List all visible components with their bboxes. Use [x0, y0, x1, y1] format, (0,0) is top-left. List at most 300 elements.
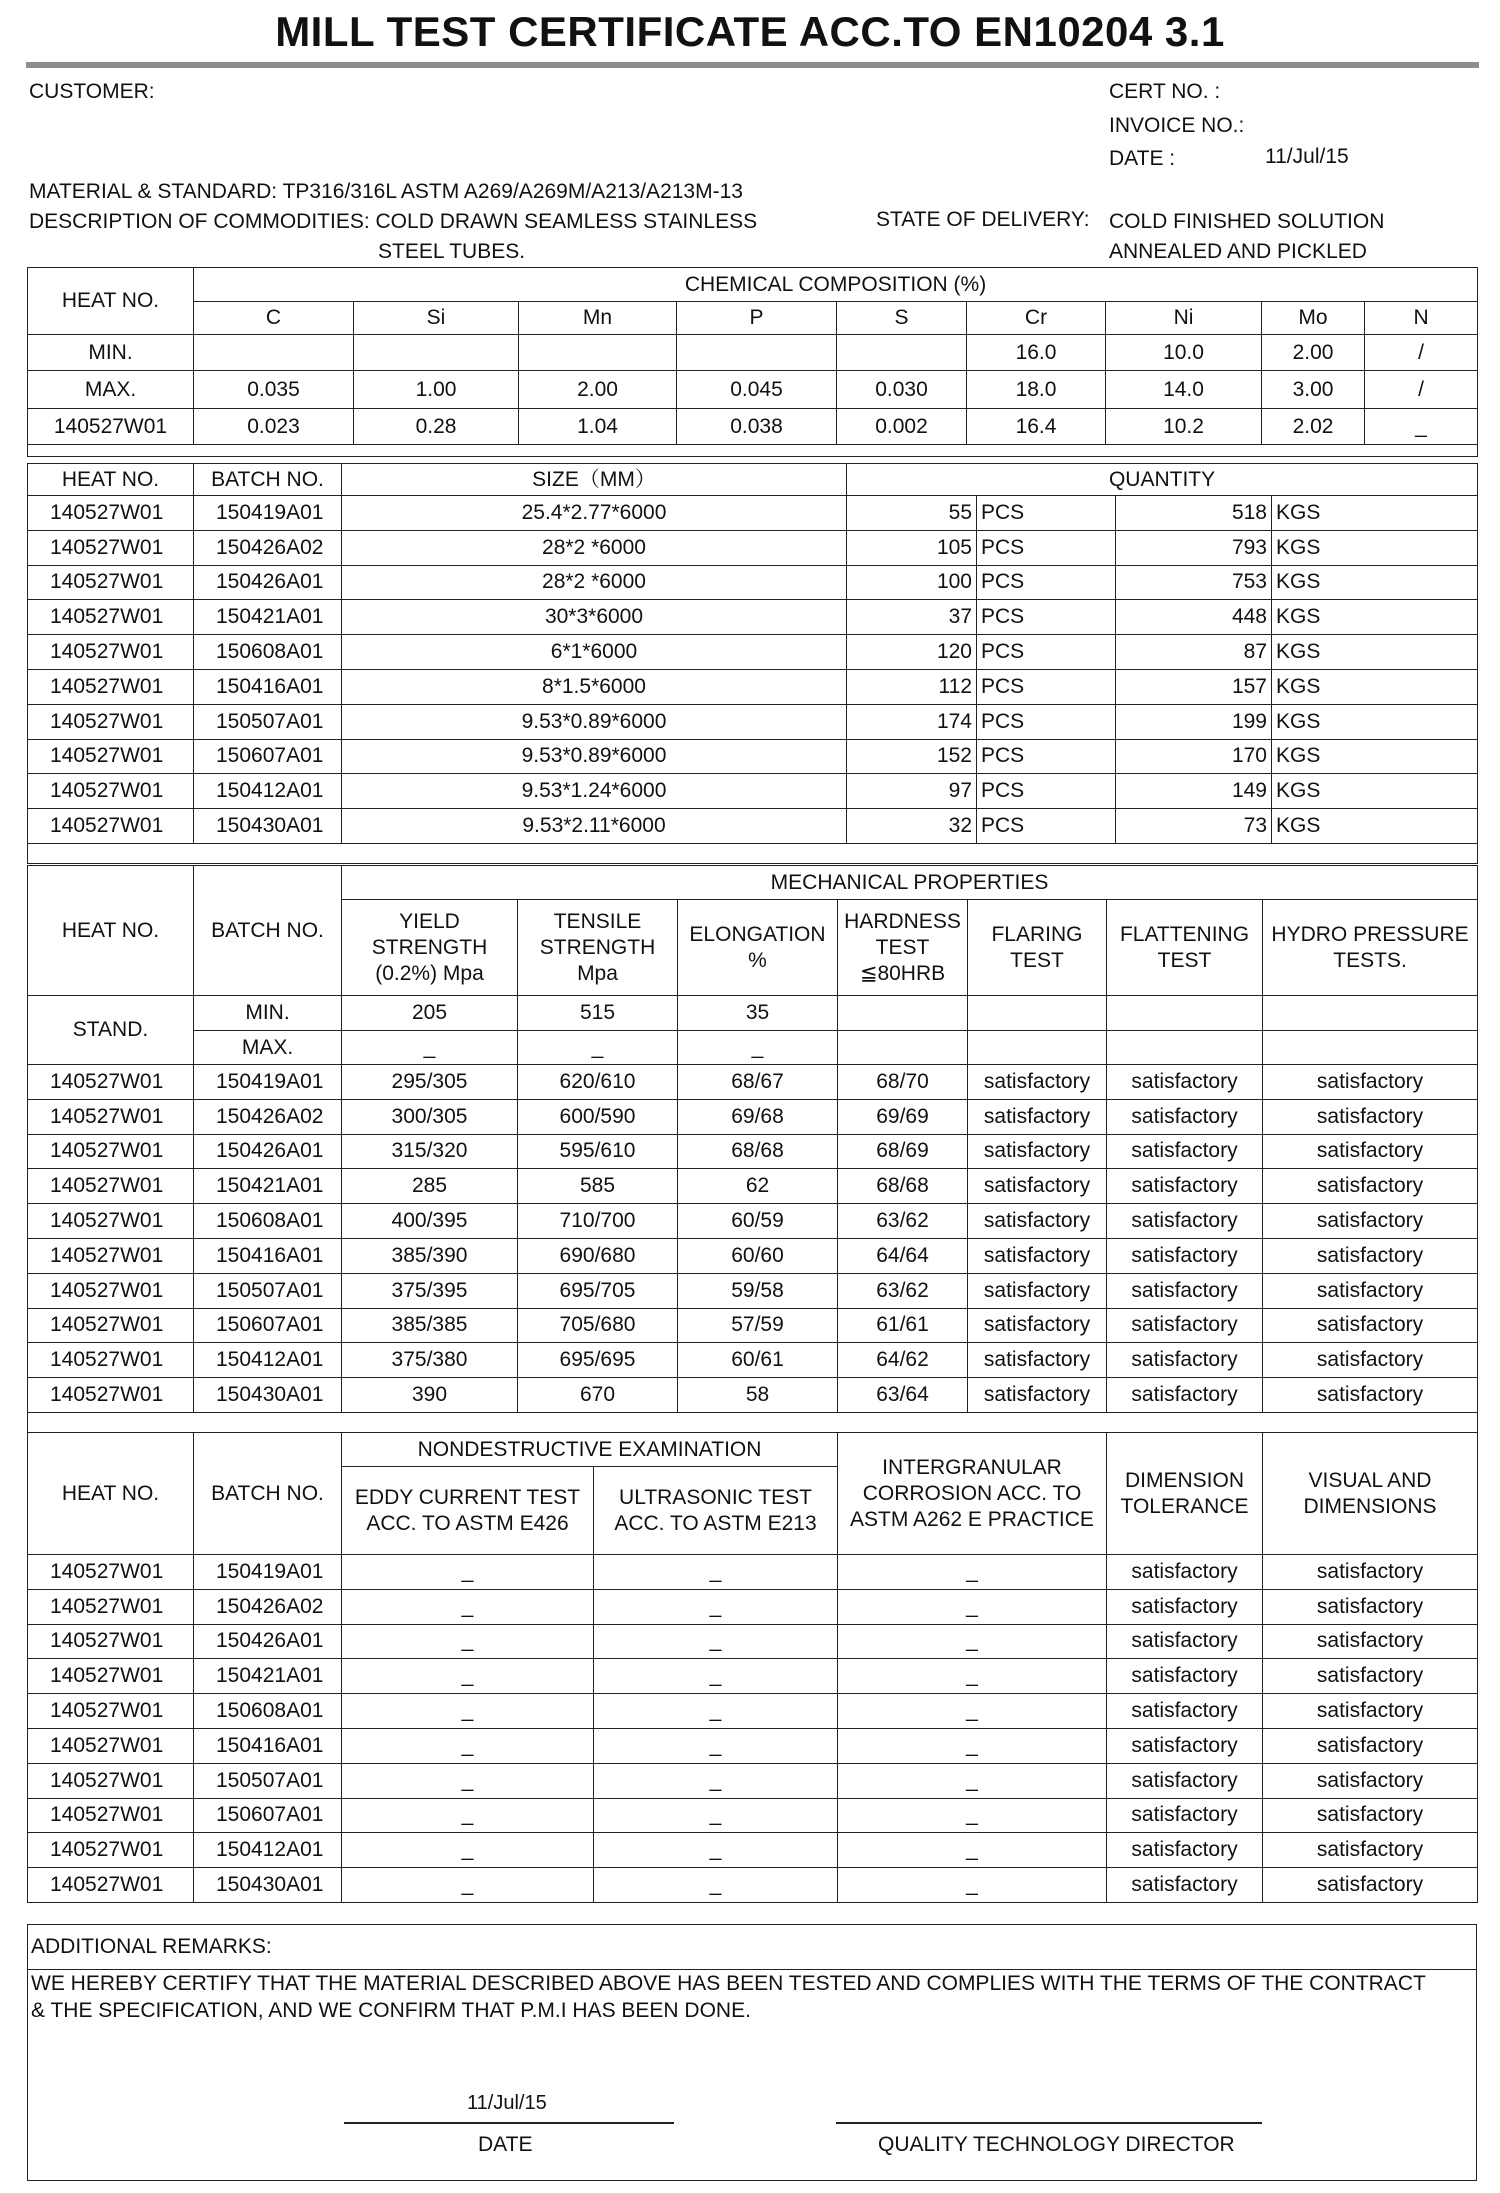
ndt-row	[28, 1728, 1478, 1763]
element-header: Mo	[1262, 302, 1365, 335]
ndt-batch-cell: 150607A01	[194, 1798, 342, 1833]
kgs-unit-cell: KGS	[1272, 809, 1478, 844]
igc-cell: _	[838, 1589, 1107, 1624]
section-separator	[28, 843, 1478, 863]
chem-cell: /	[1365, 371, 1478, 409]
yield-cell: 375/395	[342, 1273, 518, 1308]
size-row	[28, 530, 1478, 565]
elongation-header: ELONGATION %	[678, 900, 838, 996]
mech-heat-cell: 140527W01	[28, 1273, 194, 1308]
stand-max-elong: _	[678, 1031, 838, 1065]
size-heat-header: HEAT NO.	[28, 464, 194, 496]
size-dimension-cell: 30*3*6000	[342, 600, 847, 635]
ndt-batch-cell: 150419A01	[194, 1555, 342, 1590]
stand-max-yield: _	[342, 1031, 518, 1065]
chem-cell: 0.023	[194, 409, 354, 445]
kgs-unit-cell: KGS	[1272, 669, 1478, 704]
stand-max-tensile: _	[518, 1031, 678, 1065]
mech-heat-cell: 140527W01	[28, 1378, 194, 1413]
mech-batch-cell: 150608A01	[194, 1204, 342, 1239]
hardness-cell: 69/69	[838, 1099, 968, 1134]
flattening-cell: satisfactory	[1107, 1238, 1263, 1273]
mech-batch-cell: 150430A01	[194, 1378, 342, 1413]
intergranular-corrosion-header: INTERGRANULAR CORROSION ACC. TO ASTM A262 E PRACTICE	[838, 1433, 1107, 1555]
hardness-header: HARDNESS TEST ≦80HRB	[838, 900, 968, 996]
kgs-weight-cell: 87	[1116, 635, 1272, 670]
tensile-strength-header: TENSILE STRENGTH Mpa	[518, 900, 678, 996]
element-header: Mn	[519, 302, 677, 335]
visual-cell: satisfactory	[1263, 1868, 1478, 1903]
eddy-cell: _	[342, 1555, 594, 1590]
kgs-unit-cell: KGS	[1272, 739, 1478, 774]
eddy-cell: _	[342, 1589, 594, 1624]
tensile-cell: 585	[518, 1169, 678, 1204]
igc-cell: _	[838, 1728, 1107, 1763]
size-heat-cell: 140527W01	[28, 530, 194, 565]
dimension-tolerance-header: DIMENSION TOLERANCE	[1107, 1433, 1263, 1555]
size-batch-cell: 150412A01	[194, 774, 342, 809]
size-heat-cell: 140527W01	[28, 704, 194, 739]
mech-batch-cell: 150607A01	[194, 1308, 342, 1343]
signature-date-label: DATE	[478, 2133, 533, 2156]
chem-cell	[194, 335, 354, 371]
hardness-cell: 61/61	[838, 1308, 968, 1343]
size-batch-cell: 150426A01	[194, 565, 342, 600]
flattening-header: FLATTENING TEST	[1107, 900, 1263, 996]
flaring-cell: satisfactory	[968, 1343, 1107, 1378]
chem-cell: 14.0	[1106, 371, 1262, 409]
chem-cell: 0.002	[837, 409, 967, 445]
ndt-heat-header: HEAT NO.	[28, 1433, 194, 1555]
empty-cell	[968, 996, 1107, 1031]
chem-cell: 0.035	[194, 371, 354, 409]
flaring-cell: satisfactory	[968, 1273, 1107, 1308]
kgs-weight-cell: 149	[1116, 774, 1272, 809]
mech-heat-cell: 140527W01	[28, 1065, 194, 1100]
stand-min-tensile: 515	[518, 996, 678, 1031]
dimension-cell: satisfactory	[1107, 1694, 1263, 1729]
ndt-batch-cell: 150426A01	[194, 1624, 342, 1659]
size-batch-cell: 150608A01	[194, 635, 342, 670]
yield-cell: 375/380	[342, 1343, 518, 1378]
chem-cell: 16.0	[967, 335, 1106, 371]
dimension-cell: satisfactory	[1107, 1798, 1263, 1833]
tensile-cell: 690/680	[518, 1238, 678, 1273]
chem-cell	[354, 335, 519, 371]
chem-row-label: MIN.	[28, 335, 194, 371]
mech-row	[28, 1343, 1478, 1378]
empty-cell	[968, 1031, 1107, 1065]
flattening-cell: satisfactory	[1107, 1169, 1263, 1204]
flaring-cell: satisfactory	[968, 1204, 1107, 1239]
empty-cell	[1263, 996, 1478, 1031]
mech-row	[28, 1378, 1478, 1413]
pcs-unit-cell: PCS	[977, 774, 1116, 809]
ndt-heat-cell: 140527W01	[28, 1833, 194, 1868]
mech-row	[28, 1065, 1478, 1100]
yield-cell: 295/305	[342, 1065, 518, 1100]
size-batch-cell: 150421A01	[194, 600, 342, 635]
hardness-cell: 63/64	[838, 1378, 968, 1413]
stand-max-label: MAX.	[194, 1031, 342, 1065]
chem-cell: _	[1365, 409, 1478, 445]
mech-heat-cell: 140527W01	[28, 1238, 194, 1273]
ndt-row	[28, 1624, 1478, 1659]
kgs-unit-cell: KGS	[1272, 496, 1478, 531]
ndt-row	[28, 1694, 1478, 1729]
flattening-cell: satisfactory	[1107, 1065, 1263, 1100]
pcs-unit-cell: PCS	[977, 496, 1116, 531]
size-dimension-cell: 28*2 *6000	[342, 565, 847, 600]
ndt-row	[28, 1833, 1478, 1868]
dimension-cell: satisfactory	[1107, 1589, 1263, 1624]
flattening-cell: satisfactory	[1107, 1378, 1263, 1413]
visual-cell: satisfactory	[1263, 1555, 1478, 1590]
pcs-count-cell: 32	[847, 809, 977, 844]
size-batch-cell: 150607A01	[194, 739, 342, 774]
elongation-cell: 59/58	[678, 1273, 838, 1308]
ndt-heat-cell: 140527W01	[28, 1728, 194, 1763]
yield-cell: 400/395	[342, 1204, 518, 1239]
eddy-cell: _	[342, 1763, 594, 1798]
chem-row-min	[28, 335, 1478, 371]
size-heat-cell: 140527W01	[28, 809, 194, 844]
pcs-count-cell: 97	[847, 774, 977, 809]
kgs-weight-cell: 793	[1116, 530, 1272, 565]
hardness-cell: 68/70	[838, 1065, 968, 1100]
size-heat-cell: 140527W01	[28, 669, 194, 704]
size-dimension-cell: 9.53*0.89*6000	[342, 704, 847, 739]
size-dimension-cell: 9.53*0.89*6000	[342, 739, 847, 774]
ndt-heat-cell: 140527W01	[28, 1694, 194, 1729]
ndt-heat-cell: 140527W01	[28, 1589, 194, 1624]
mech-heat-cell: 140527W01	[28, 1343, 194, 1378]
pcs-unit-cell: PCS	[977, 565, 1116, 600]
visual-cell: satisfactory	[1263, 1694, 1478, 1729]
size-heat-cell: 140527W01	[28, 635, 194, 670]
visual-cell: satisfactory	[1263, 1624, 1478, 1659]
mech-title: MECHANICAL PROPERTIES	[342, 866, 1478, 900]
mech-heat-cell: 140527W01	[28, 1099, 194, 1134]
dimension-cell: satisfactory	[1107, 1868, 1263, 1903]
pcs-unit-cell: PCS	[977, 530, 1116, 565]
mech-batch-cell: 150426A02	[194, 1099, 342, 1134]
size-batch-cell: 150426A02	[194, 530, 342, 565]
hydro-cell: satisfactory	[1263, 1099, 1478, 1134]
ndt-row	[28, 1868, 1478, 1903]
flaring-cell: satisfactory	[968, 1308, 1107, 1343]
ndt-row	[28, 1659, 1478, 1694]
mech-heat-cell: 140527W01	[28, 1134, 194, 1169]
ndt-title: NONDESTRUCTIVE EXAMINATION	[342, 1433, 838, 1467]
ultrasonic-cell: _	[594, 1833, 838, 1868]
element-header: C	[194, 302, 354, 335]
ndt-row	[28, 1555, 1478, 1590]
chem-cell	[677, 335, 837, 371]
kgs-unit-cell: KGS	[1272, 600, 1478, 635]
ndt-batch-cell: 150608A01	[194, 1694, 342, 1729]
hydro-cell: satisfactory	[1263, 1378, 1478, 1413]
flattening-cell: satisfactory	[1107, 1204, 1263, 1239]
description-line-1: DESCRIPTION OF COMMODITIES: COLD DRAWN SEAMLESS STAINLESS	[29, 210, 758, 233]
igc-cell: _	[838, 1798, 1107, 1833]
size-row	[28, 809, 1478, 844]
flattening-cell: satisfactory	[1107, 1343, 1263, 1378]
flaring-cell: satisfactory	[968, 1065, 1107, 1100]
tensile-cell: 705/680	[518, 1308, 678, 1343]
material-standard: MATERIAL & STANDARD: TP316/316L ASTM A269/A269M/A213/A213M-13	[29, 180, 743, 203]
ultrasonic-cell: _	[594, 1763, 838, 1798]
dimension-cell: satisfactory	[1107, 1763, 1263, 1798]
dimension-cell: satisfactory	[1107, 1624, 1263, 1659]
chem-cell: 0.038	[677, 409, 837, 445]
pcs-count-cell: 152	[847, 739, 977, 774]
size-row	[28, 704, 1478, 739]
chem-title: CHEMICAL COMPOSITION (%)	[194, 268, 1478, 302]
stand-min-yield: 205	[342, 996, 518, 1031]
ndt-batch-cell: 150507A01	[194, 1763, 342, 1798]
yield-cell: 300/305	[342, 1099, 518, 1134]
ultrasonic-cell: _	[594, 1694, 838, 1729]
chem-cell: 0.28	[354, 409, 519, 445]
pcs-unit-cell: PCS	[977, 635, 1116, 670]
certificate-title: MILL TEST CERTIFICATE ACC.TO EN10204 3.1	[275, 8, 1225, 55]
eddy-cell: _	[342, 1659, 594, 1694]
chem-cell: 10.2	[1106, 409, 1262, 445]
chemical-composition-table	[27, 267, 1478, 457]
yield-cell: 385/385	[342, 1308, 518, 1343]
igc-cell: _	[838, 1555, 1107, 1590]
tensile-cell: 620/610	[518, 1065, 678, 1100]
size-row	[28, 774, 1478, 809]
elongation-cell: 68/67	[678, 1065, 838, 1100]
empty-cell	[1263, 1031, 1478, 1065]
size-dimension-cell: 9.53*2.11*6000	[342, 809, 847, 844]
igc-cell: _	[838, 1833, 1107, 1868]
size-heat-cell: 140527W01	[28, 600, 194, 635]
igc-cell: _	[838, 1694, 1107, 1729]
ndt-batch-cell: 150416A01	[194, 1728, 342, 1763]
eddy-cell: _	[342, 1833, 594, 1868]
eddy-cell: _	[342, 1798, 594, 1833]
tensile-cell: 695/695	[518, 1343, 678, 1378]
yield-cell: 385/390	[342, 1238, 518, 1273]
remarks-line-1: WE HEREBY CERTIFY THAT THE MATERIAL DESCRIBED ABOVE HAS BEEN TESTED AND COMPLIES WITH THE TERMS OF THE CONTRACT	[31, 1972, 1426, 1995]
size-batch-cell: 150507A01	[194, 704, 342, 739]
tensile-cell: 670	[518, 1378, 678, 1413]
size-row	[28, 600, 1478, 635]
chem-cell: /	[1365, 335, 1478, 371]
visual-cell: satisfactory	[1263, 1659, 1478, 1694]
mech-batch-header: BATCH NO.	[194, 866, 342, 996]
pcs-unit-cell: PCS	[977, 704, 1116, 739]
size-batch-cell: 150419A01	[194, 496, 342, 531]
flaring-cell: satisfactory	[968, 1134, 1107, 1169]
ndt-heat-cell: 140527W01	[28, 1798, 194, 1833]
visual-cell: satisfactory	[1263, 1833, 1478, 1868]
yield-cell: 285	[342, 1169, 518, 1204]
elongation-cell: 69/68	[678, 1099, 838, 1134]
ndt-heat-cell: 140527W01	[28, 1624, 194, 1659]
pcs-unit-cell: PCS	[977, 739, 1116, 774]
chem-row-label: MAX.	[28, 371, 194, 409]
mech-heat-cell: 140527W01	[28, 1204, 194, 1239]
pcs-count-cell: 100	[847, 565, 977, 600]
hardness-cell: 68/68	[838, 1169, 968, 1204]
ultrasonic-header: ULTRASONIC TEST ACC. TO ASTM E213	[594, 1467, 838, 1555]
section-separator	[28, 445, 1478, 457]
size-heat-cell: 140527W01	[28, 739, 194, 774]
date-label: DATE :	[1109, 147, 1176, 170]
tensile-cell: 600/590	[518, 1099, 678, 1134]
igc-cell: _	[838, 1659, 1107, 1694]
igc-cell: _	[838, 1763, 1107, 1798]
mech-batch-cell: 150419A01	[194, 1065, 342, 1100]
element-header: Cr	[967, 302, 1106, 335]
hardness-cell: 68/69	[838, 1134, 968, 1169]
invoice-no-label: INVOICE NO.:	[1109, 114, 1245, 137]
pcs-count-cell: 112	[847, 669, 977, 704]
eddy-cell: _	[342, 1868, 594, 1903]
ndt-heat-cell: 140527W01	[28, 1659, 194, 1694]
chem-cell: 3.00	[1262, 371, 1365, 409]
size-heat-cell: 140527W01	[28, 565, 194, 600]
chem-row-label: 140527W01	[28, 409, 194, 445]
mech-heat-header: HEAT NO.	[28, 866, 194, 996]
hardness-cell: 64/64	[838, 1238, 968, 1273]
eddy-cell: _	[342, 1624, 594, 1659]
chem-cell: 2.02	[1262, 409, 1365, 445]
mech-row	[28, 1238, 1478, 1273]
hydro-pressure-header: HYDRO PRESSURE TESTS.	[1263, 900, 1478, 996]
director-signature-line	[836, 2122, 1262, 2124]
ndt-row	[28, 1589, 1478, 1624]
mech-batch-cell: 150416A01	[194, 1238, 342, 1273]
ndt-heat-cell: 140527W01	[28, 1868, 194, 1903]
elongation-cell: 60/59	[678, 1204, 838, 1239]
ndt-heat-cell: 140527W01	[28, 1555, 194, 1590]
kgs-weight-cell: 448	[1116, 600, 1272, 635]
hydro-cell: satisfactory	[1263, 1065, 1478, 1100]
ndt-row	[28, 1763, 1478, 1798]
remarks-line-2: & THE SPECIFICATION, AND WE CONFIRM THAT P.M.I HAS BEEN DONE.	[31, 1999, 751, 2022]
hydro-cell: satisfactory	[1263, 1204, 1478, 1239]
pcs-count-cell: 37	[847, 600, 977, 635]
element-header: S	[837, 302, 967, 335]
date-signature-line	[344, 2122, 674, 2124]
kgs-weight-cell: 199	[1116, 704, 1272, 739]
ndt-batch-cell: 150430A01	[194, 1868, 342, 1903]
dimension-cell: satisfactory	[1107, 1659, 1263, 1694]
stand-label: STAND.	[28, 996, 194, 1065]
hardness-cell: 63/62	[838, 1273, 968, 1308]
igc-cell: _	[838, 1868, 1107, 1903]
flaring-cell: satisfactory	[968, 1378, 1107, 1413]
kgs-unit-cell: KGS	[1272, 635, 1478, 670]
customer-label: CUSTOMER:	[29, 80, 155, 103]
elongation-cell: 60/60	[678, 1238, 838, 1273]
quantity-header: QUANTITY	[847, 464, 1478, 496]
director-label: QUALITY TECHNOLOGY DIRECTOR	[878, 2133, 1235, 2156]
ndt-table	[27, 1432, 1478, 1903]
mech-heat-cell: 140527W01	[28, 1308, 194, 1343]
size-batch-cell: 150430A01	[194, 809, 342, 844]
ndt-batch-cell: 150421A01	[194, 1659, 342, 1694]
pcs-unit-cell: PCS	[977, 600, 1116, 635]
size-batch-cell: 150416A01	[194, 669, 342, 704]
dimension-cell: satisfactory	[1107, 1555, 1263, 1590]
size-batch-header: BATCH NO.	[194, 464, 342, 496]
remarks-label: ADDITIONAL REMARKS:	[31, 1935, 272, 1958]
size-quantity-table	[27, 463, 1478, 864]
kgs-weight-cell: 753	[1116, 565, 1272, 600]
hardness-cell: 64/62	[838, 1343, 968, 1378]
hardness-cell: 63/62	[838, 1204, 968, 1239]
pcs-unit-cell: PCS	[977, 669, 1116, 704]
stand-min-label: MIN.	[194, 996, 342, 1031]
chem-cell: 2.00	[519, 371, 677, 409]
flaring-header: FLARING TEST	[968, 900, 1107, 996]
empty-cell	[838, 1031, 968, 1065]
flattening-cell: satisfactory	[1107, 1099, 1263, 1134]
element-header: Ni	[1106, 302, 1262, 335]
visual-cell: satisfactory	[1263, 1763, 1478, 1798]
elongation-cell: 58	[678, 1378, 838, 1413]
igc-cell: _	[838, 1624, 1107, 1659]
chem-cell: 2.00	[1262, 335, 1365, 371]
delivery-line-1: COLD FINISHED SOLUTION	[1109, 210, 1385, 233]
size-dimension-cell: 8*1.5*6000	[342, 669, 847, 704]
yield-cell: 315/320	[342, 1134, 518, 1169]
chem-row-max	[28, 371, 1478, 409]
elongation-cell: 60/61	[678, 1343, 838, 1378]
mech-batch-cell: 150426A01	[194, 1134, 342, 1169]
size-dimension-cell: 6*1*6000	[342, 635, 847, 670]
signature-date-value: 11/Jul/15	[467, 2092, 547, 2114]
hydro-cell: satisfactory	[1263, 1238, 1478, 1273]
flaring-cell: satisfactory	[968, 1169, 1107, 1204]
mech-row	[28, 1134, 1478, 1169]
pcs-count-cell: 55	[847, 496, 977, 531]
dimension-cell: satisfactory	[1107, 1728, 1263, 1763]
ndt-batch-header: BATCH NO.	[194, 1433, 342, 1555]
mech-row	[28, 1204, 1478, 1239]
ultrasonic-cell: _	[594, 1728, 838, 1763]
size-dimension-cell: 25.4*2.77*6000	[342, 496, 847, 531]
yield-cell: 390	[342, 1378, 518, 1413]
chem-cell	[519, 335, 677, 371]
hydro-cell: satisfactory	[1263, 1343, 1478, 1378]
chem-cell: 0.030	[837, 371, 967, 409]
size-dimension-cell: 28*2 *6000	[342, 530, 847, 565]
flaring-cell: satisfactory	[968, 1099, 1107, 1134]
kgs-unit-cell: KGS	[1272, 530, 1478, 565]
mech-batch-cell: 150421A01	[194, 1169, 342, 1204]
eddy-current-header: EDDY CURRENT TEST ACC. TO ASTM E426	[342, 1467, 594, 1555]
size-dimension-cell: 9.53*1.24*6000	[342, 774, 847, 809]
yield-strength-header: YIELD STRENGTH (0.2%) Mpa	[342, 900, 518, 996]
size-header: SIZE（MM）	[342, 464, 847, 496]
dimension-cell: satisfactory	[1107, 1833, 1263, 1868]
size-row	[28, 739, 1478, 774]
pcs-count-cell: 120	[847, 635, 977, 670]
ultrasonic-cell: _	[594, 1868, 838, 1903]
size-heat-cell: 140527W01	[28, 774, 194, 809]
element-header: P	[677, 302, 837, 335]
chem-cell: 16.4	[967, 409, 1106, 445]
chem-cell: 18.0	[967, 371, 1106, 409]
chem-cell: 1.00	[354, 371, 519, 409]
